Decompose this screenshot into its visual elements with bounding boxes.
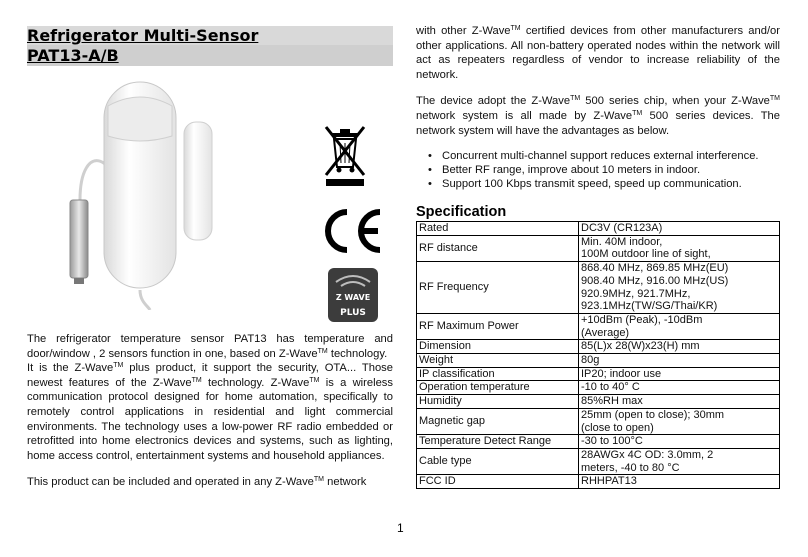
trademark: TM (317, 347, 328, 355)
spec-value: 80g (579, 354, 780, 368)
text-run: technology. (327, 347, 388, 360)
table-row (417, 354, 780, 368)
text-run: network system is all made by Z-Wave (416, 109, 633, 122)
text-run: The refrigerator temperature sensor PAT13 has temperature and door/window , 2 sensors function in one, based on Z-Wave (27, 333, 393, 360)
intro-paragraph (27, 332, 393, 361)
list-item: • Concurrent multi-channel support reduces external interference. (428, 150, 780, 164)
product-image (60, 80, 230, 310)
spec-value: -30 to 100°C (579, 435, 780, 449)
table-row (417, 340, 780, 354)
spec-value: +10dBm (Peak), -10dBm (Average) (579, 313, 780, 339)
table-row (417, 475, 780, 489)
chip-paragraph (416, 94, 780, 138)
zwave-plus-logo (328, 268, 378, 322)
spacer (27, 463, 393, 475)
network-text (416, 24, 780, 192)
features-paragraph (27, 361, 393, 463)
trademark: TM (191, 376, 202, 384)
text-run: network (324, 476, 367, 489)
text-run: with other Z-Wave (416, 25, 511, 37)
trademark: TM (632, 109, 643, 117)
spec-label: Humidity (417, 395, 579, 409)
spec-value: -10 to 40° C (579, 381, 780, 395)
spec-heading: Specification (416, 204, 507, 220)
spec-label: RF Frequency (417, 262, 579, 314)
spec-value: 28AWGx 4C OD: 3.0mm, 2 meters, -40 to 80 °C (579, 448, 780, 474)
text-run: 500 series chip, when your Z-Wave (580, 95, 770, 108)
spec-value: DC3V (CR123A) (579, 222, 780, 236)
zwave-badge-text: Z WAVE (335, 293, 371, 302)
text-run: certified devices from other manufacturers and/or other applications. All non-battery operated nodes within the network will act as repeaters regardless of vendor to increase reliability of the network. (416, 25, 781, 81)
text-run: It is the Z-Wave (27, 362, 114, 375)
spec-label: Operation temperature (417, 381, 579, 395)
network-paragraph (416, 24, 780, 82)
text-run: This product can be included and operated in any Z-Wave (27, 476, 314, 489)
ce-mark-icon (318, 206, 384, 256)
spec-value: 25mm (open to close); 30mm (close to open) (579, 408, 780, 434)
spec-label: Magnetic gap (417, 408, 579, 434)
spec-label: Dimension (417, 340, 579, 354)
intro-text (27, 332, 393, 490)
spec-table (416, 221, 780, 489)
text-run: The device adopt the Z-Wave (416, 95, 571, 108)
trademark: TM (769, 95, 781, 103)
list-item: • Better RF range, improve about 10 meters in indoor. (428, 164, 780, 178)
table-row (417, 262, 780, 314)
spec-value: RHHPAT13 (579, 475, 780, 489)
table-row (417, 395, 780, 409)
spec-label: FCC ID (417, 475, 579, 489)
table-row (417, 367, 780, 381)
title-block (27, 26, 393, 66)
trademark: TM (309, 376, 320, 384)
advantages-list (428, 150, 780, 191)
spec-label: Temperature Detect Range (417, 435, 579, 449)
model-number: PAT13-A/B (27, 46, 119, 65)
trademark: TM (313, 476, 325, 484)
table-row (417, 222, 780, 236)
spec-value: 868.40 MHz, 869.85 MHz(EU) 908.40 MHz, 916.00 MHz(US) 920.9MHz, 921.7MHz, 923.1MHz(TW/SG/Thai/KR) (579, 262, 780, 314)
spec-value: 85%RH max (579, 395, 780, 409)
spec-value: IP20; indoor use (579, 367, 780, 381)
trademark: TM (510, 25, 521, 32)
spec-label: Cable type (417, 448, 579, 474)
list-item: • Support 100 Kbps transmit speed, speed up communication. (428, 178, 780, 192)
text-run: is a wireless communication protocol designed for home automation, specifically to remotely control applications in residential and light commercial environments. The technology uses a low-power RF radio embedded or retrofitted into home electronics devices and systems, such as lighting, home access control, entertainment systems and household appliances. (27, 376, 393, 462)
table-row (417, 381, 780, 395)
compat-paragraph (27, 475, 393, 490)
spec-label: Rated (417, 222, 579, 236)
text-run: 500 series devices. The network system will have the advantages as below. (416, 109, 780, 137)
text-run: plus product, it support the security, OTA... Those newest features of the Z-Wave (27, 362, 393, 389)
spec-label: RF Maximum Power (417, 313, 579, 339)
spec-label: Weight (417, 354, 579, 368)
spec-label: RF distance (417, 235, 579, 261)
zwave-plus-text: PLUS (340, 308, 366, 318)
table-row (417, 235, 780, 261)
spec-value: 85(L)x 28(W)x23(H) mm (579, 340, 780, 354)
trademark: TM (113, 362, 124, 370)
spec-label: IP classification (417, 367, 579, 381)
text-run: technology. Z-Wave (201, 376, 310, 389)
weee-bin-icon (318, 121, 372, 191)
table-row (417, 313, 780, 339)
page-title: Refrigerator Multi-Sensor (27, 26, 259, 45)
table-row (417, 448, 780, 474)
table-row (417, 408, 780, 434)
trademark: TM (570, 95, 581, 103)
table-row (417, 435, 780, 449)
spec-value: Min. 40M indoor, 100M outdoor line of sight, (579, 235, 780, 261)
page-number: 1 (397, 521, 404, 535)
